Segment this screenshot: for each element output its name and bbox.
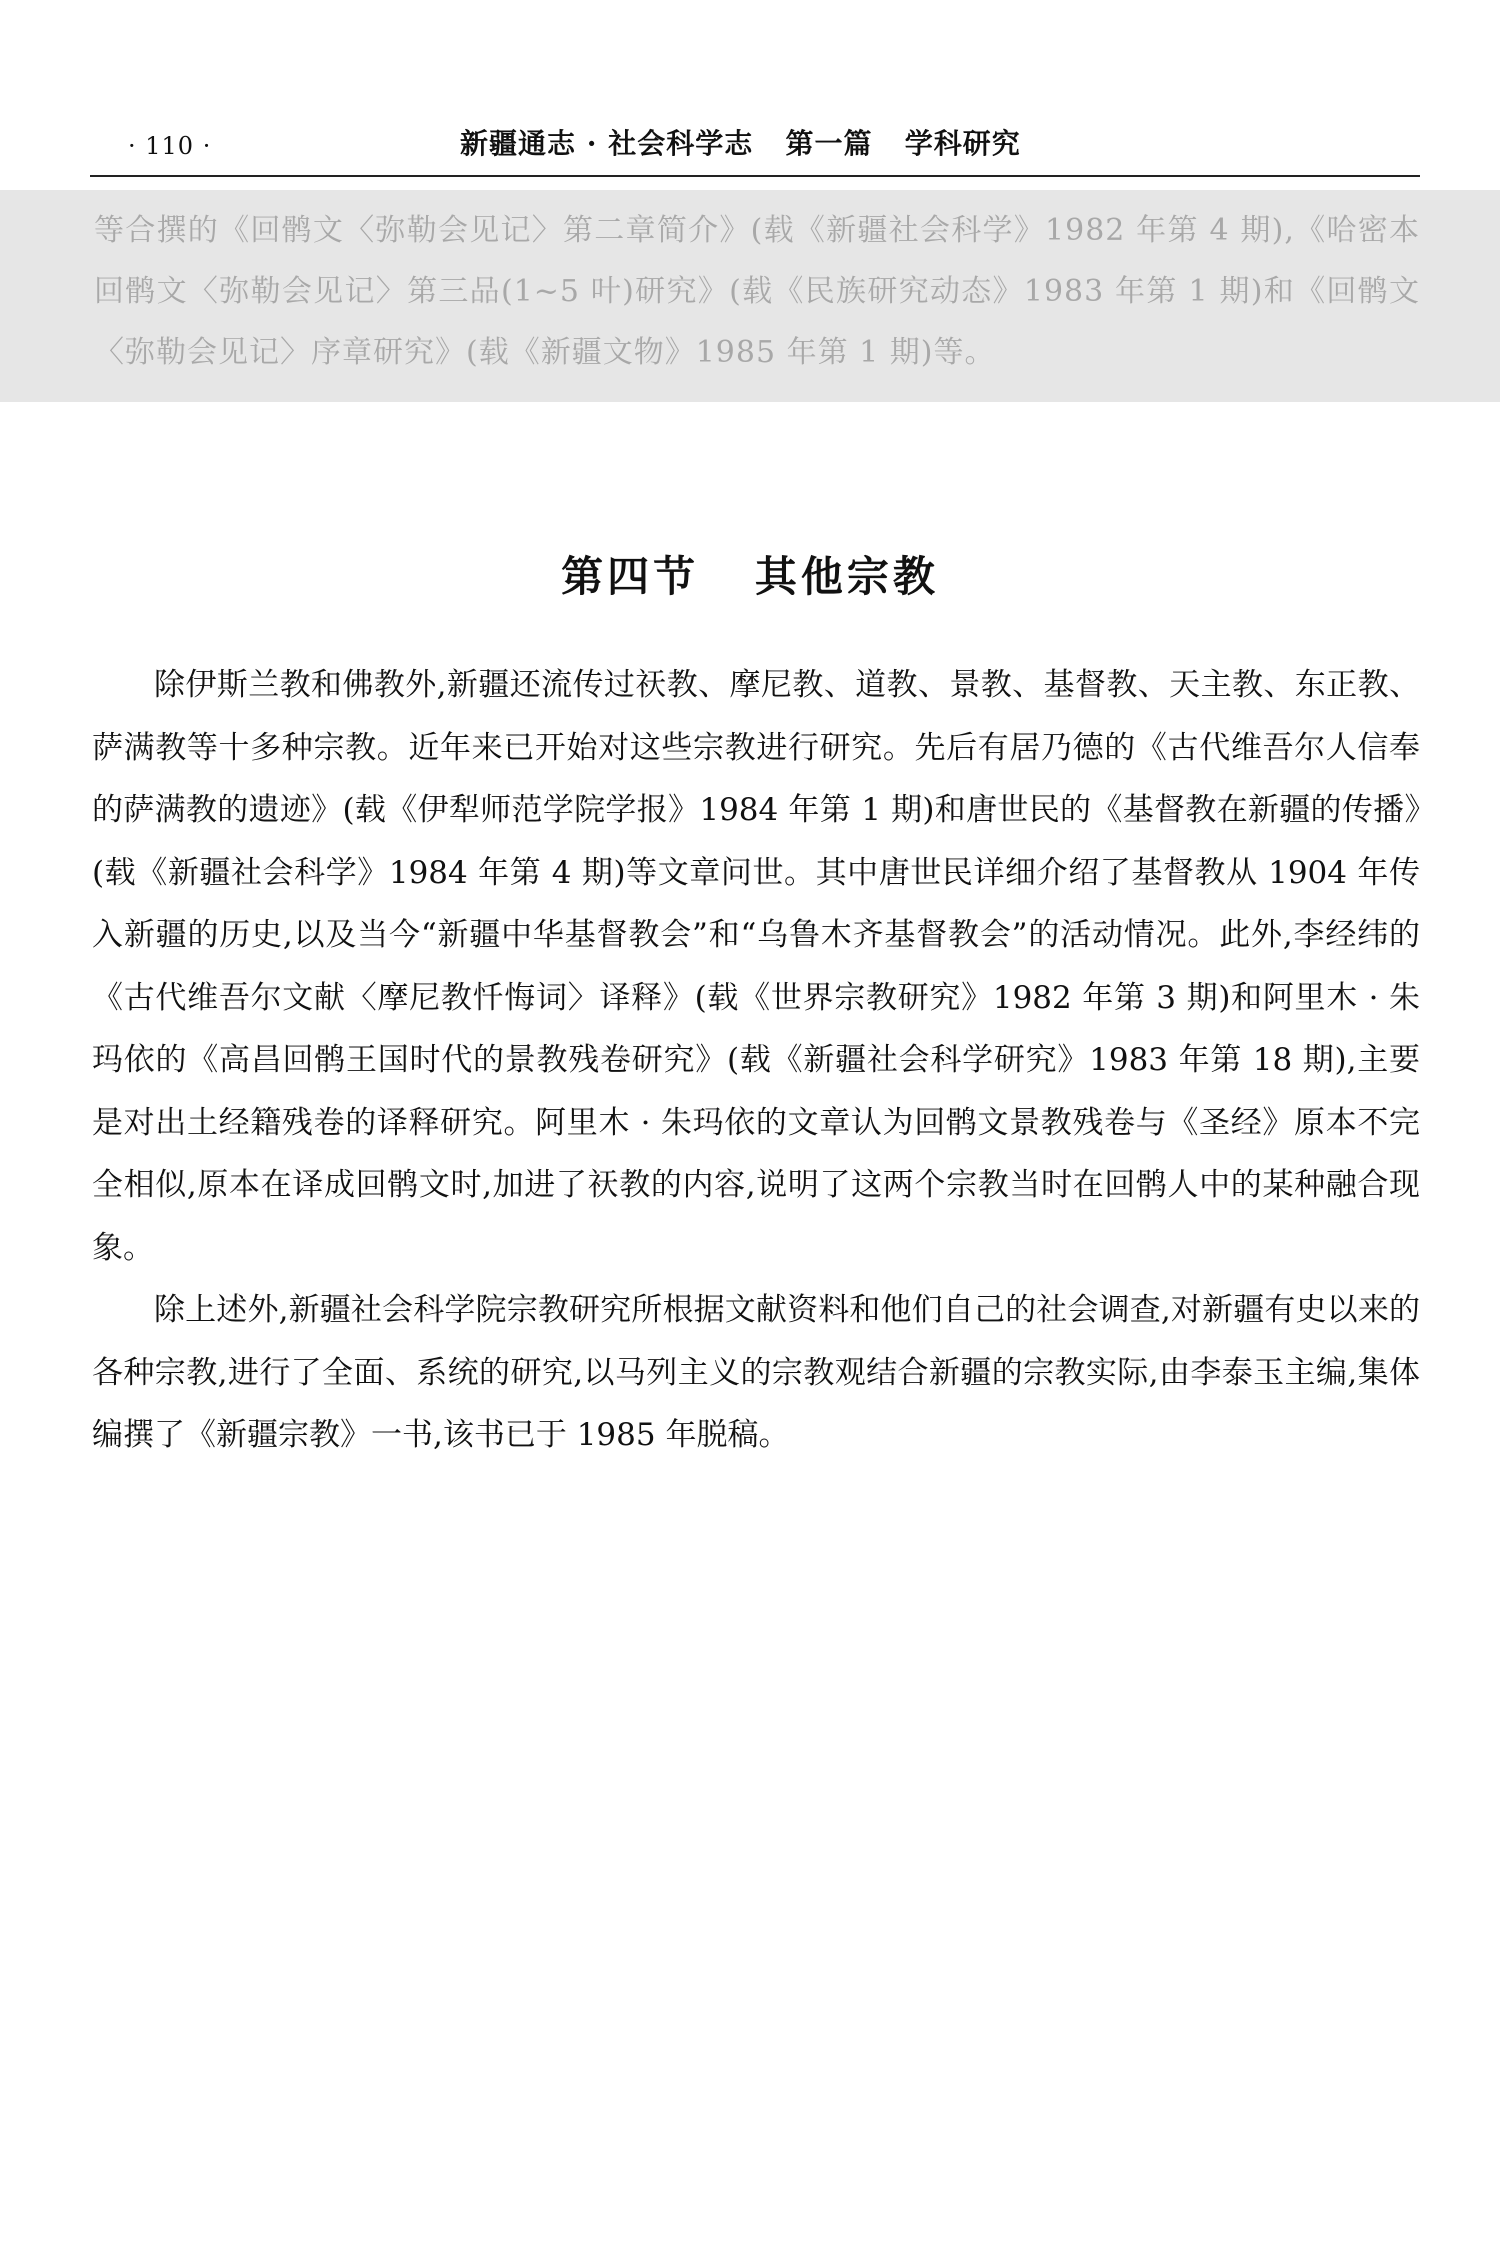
header-rule bbox=[90, 175, 1420, 177]
page-number: · 110 · bbox=[128, 132, 212, 160]
section-title: 第四节 其他宗教 bbox=[561, 551, 939, 601]
paragraph-2: 除上述外,新疆社会科学院宗教研究所根据文献资料和他们自己的社会调查,对新疆有史以来的各种宗教,进行了全面、系统的研究,以马列主义的宗教观结合新疆的宗教实际,由李泰玉主编,集体编撰了《新疆宗教》一书,该书已于 1985 年脱稿。 bbox=[92, 1292, 1420, 1453]
running-head: 新疆通志 · 社会科学志 第一篇 学科研究 bbox=[460, 127, 1021, 160]
continued-paragraph: 等合撰的《回鹘文〈弥勒会见记〉第二章简介》(载《新疆社会科学》1982 年第 4 期),《哈密本回鹘文〈弥勒会见记〉第三品(1~5 叶)研究》(载《民族研究动态》1983 年第 1 期)和《回鹘文〈弥勒会见记〉序章研究》(载《新疆文物》1985 年第 1 期)等。 bbox=[94, 213, 1420, 370]
paragraph-1: 除伊斯兰教和佛教外,新疆还流传过祆教、摩尼教、道教、景教、基督教、天主教、东正教、萨满教等十多种宗教。近年来已开始对这些宗教进行研究。先后有居乃德的《古代维吾尔人信奉的萨满教的遗迹》(载《伊犁师范学院学报》1984 年第 1 期)和唐世民的《基督教在新疆的传播》(载《新疆社会科学》1984 年第 4 期)等文章问世。其中唐世民详细介绍了基督教从 1904 年传入新疆的历史,以及当今“新疆中华基督教会”和“乌鲁木齐基督教会”的活动情况。此外,李经纬的《古代维吾尔文献〈摩尼教忏悔词〉译释》(载《世界宗教研究》1982 年第 3 期)和阿里木 · 朱玛依的《高昌回鹘王国时代的景教残卷研究》(载《新疆社会科学研究》1983 年第 18 期),主要是对出土经籍残卷的译释研究。阿里木 · 朱玛依的文章认为回鹘文景教残卷与《圣经》原本不完全相似,原本在译成回鹘文时,加进了祆教的内容,说明了这两个宗教当时在回鹘人中的某种融合现象。 bbox=[92, 667, 1420, 1266]
section-body bbox=[92, 654, 1420, 1467]
